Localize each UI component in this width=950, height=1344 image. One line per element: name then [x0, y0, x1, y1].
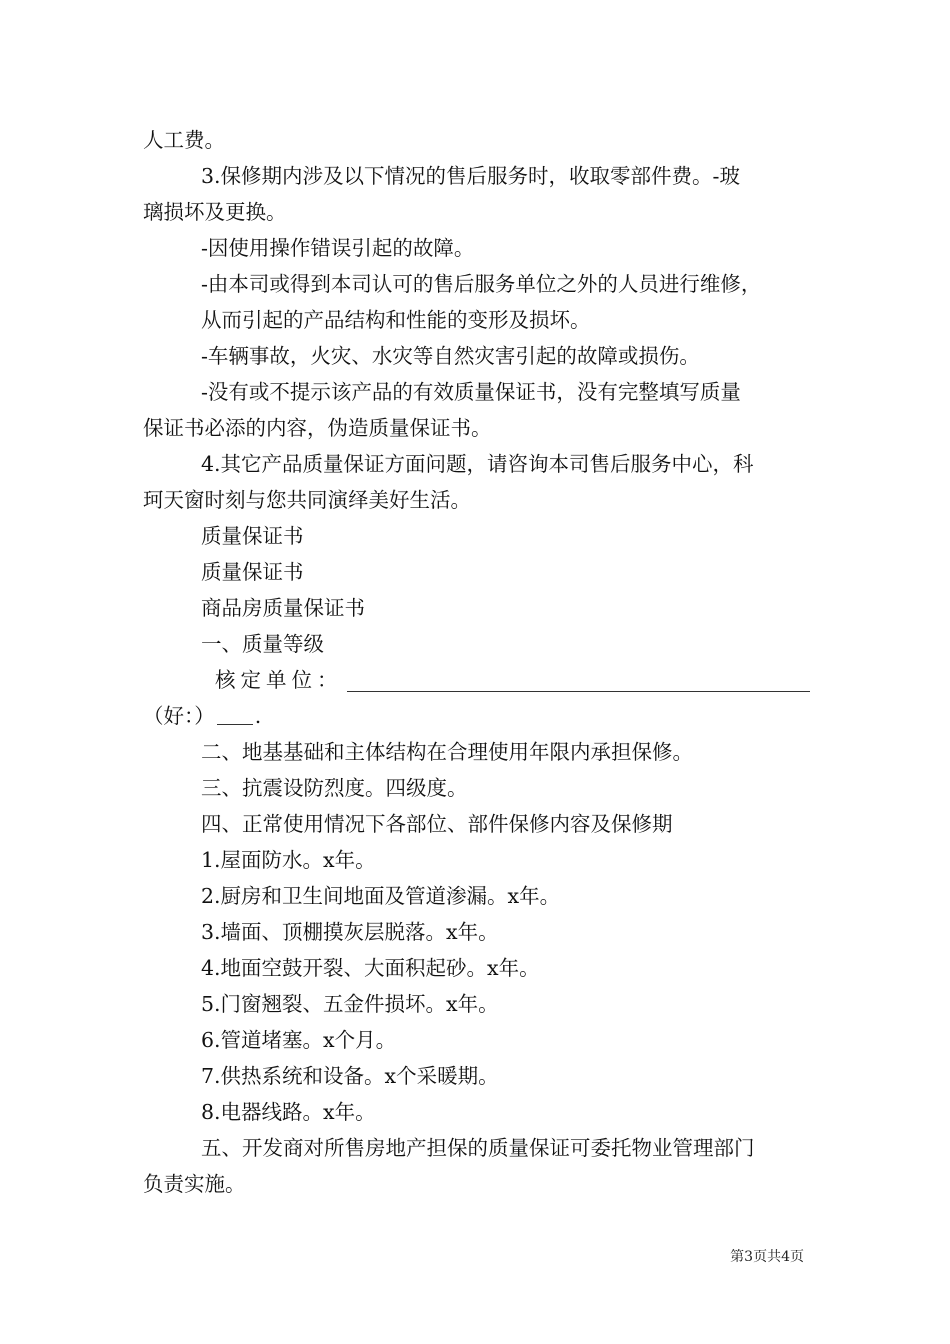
grade-blank [217, 724, 253, 725]
list-item: 4.地面空鼓开裂、大面积起砂。x年。 [201, 956, 540, 980]
list-item: 2.厨房和卫生间地面及管道渗漏。x年。 [201, 884, 561, 908]
text-line: 4.其它产品质量保证方面问题，请咨询本司售后服务中心，科 [201, 452, 754, 476]
grade-suffix: . [254, 704, 262, 728]
list-item: 3.墙面、顶棚摸灰层脱落。x年。 [201, 920, 499, 944]
section-line: 一、质量等级 [201, 632, 324, 656]
section-line: 四、正常使用情况下各部位、部件保修内容及保修期 [201, 812, 673, 836]
list-item: 5.门窗翘裂、五金件损坏。x年。 [201, 992, 499, 1016]
page-number-footer: 第3页共4页 [730, 1249, 804, 1265]
text-line: -由本司或得到本司认可的售后服务单位之外的人员进行维修， [201, 272, 762, 296]
grade-line [143, 698, 810, 734]
text-line: 负责实施。 [143, 1172, 246, 1196]
text-line: 从而引起的产品结构和性能的变形及损坏。 [201, 308, 591, 332]
text-line: 珂天窗时刻与您共同演绎美好生活。 [143, 488, 471, 512]
document-body [143, 122, 810, 1202]
text-line: -没有或不提示该产品的有效质量保证书，没有完整填写质量 [201, 380, 741, 404]
heading-line: 质量保证书 [201, 524, 304, 548]
text-line: 璃损坏及更换。 [143, 200, 287, 224]
section-line: 五、开发商对所售房地产担保的质量保证可委托物业管理部门 [201, 1136, 755, 1160]
signature-underline [347, 691, 811, 692]
heading-line: 商品房质量保证书 [201, 596, 365, 620]
text-line: -因使用操作错误引起的故障。 [201, 236, 475, 260]
verification-unit-label: 核定单位： [215, 668, 343, 692]
list-item: 1.屋面防水。x年。 [201, 848, 376, 872]
list-item: 8.电器线路。x年。 [201, 1100, 376, 1124]
text-line: 保证书必添的内容，伪造质量保证书。 [143, 416, 492, 440]
section-line: 三、抗震设防烈度。四级度。 [201, 776, 468, 800]
text-line: 3.保修期内涉及以下情况的售后服务时，收取零部件费。-玻 [201, 164, 740, 188]
text-line: -车辆事故，火灾、水灾等自然灾害引起的故障或损伤。 [201, 344, 700, 368]
heading-line: 质量保证书 [201, 560, 304, 584]
list-item: 6.管道堵塞。x个月。 [201, 1028, 397, 1052]
section-line: 二、地基基础和主体结构在合理使用年限内承担保修。 [201, 740, 693, 764]
list-item: 7.供热系统和设备。x个采暖期。 [201, 1064, 499, 1088]
verification-unit-row [143, 662, 810, 698]
grade-prefix: （好：） [143, 704, 215, 728]
text-line: 人工费。 [143, 128, 225, 152]
